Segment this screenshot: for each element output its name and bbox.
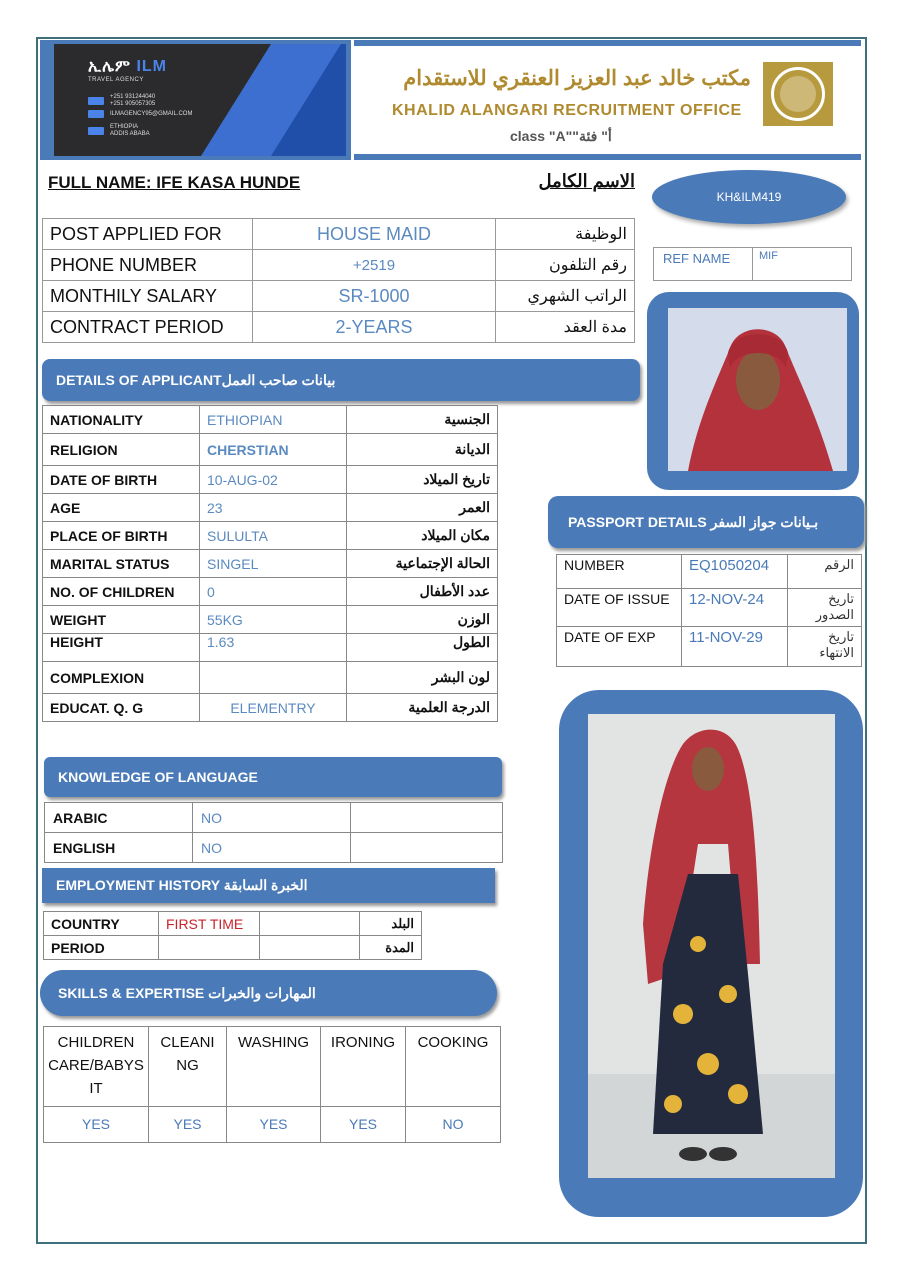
row-value: ETHIOPIAN bbox=[200, 406, 347, 434]
row-label-ar: رقم التلفون bbox=[496, 250, 635, 281]
section-passport: PASSPORT DETAILS بـيانات جواز السفر bbox=[548, 496, 864, 548]
row-value: EQ1050204 bbox=[682, 555, 788, 589]
phone-icon bbox=[88, 97, 104, 105]
table-row bbox=[44, 1027, 501, 1107]
row-label-ar: الدرجة العلمية bbox=[347, 694, 498, 722]
row-value: SULULTA bbox=[200, 522, 347, 550]
table-row bbox=[43, 434, 498, 466]
row-label-ar: الحالة الإجتماعية bbox=[347, 550, 498, 578]
row-label: NATIONALITY bbox=[43, 406, 200, 434]
skill-value: YES bbox=[149, 1107, 227, 1143]
row-label: NUMBER bbox=[557, 555, 682, 589]
row-label-ar: مدة العقد bbox=[496, 312, 635, 343]
row-label: DATE OF EXP bbox=[557, 627, 682, 667]
row-label: RELIGION bbox=[43, 434, 200, 466]
row-label: COMPLEXION bbox=[43, 662, 200, 694]
row-label: PERIOD bbox=[44, 936, 159, 960]
skill-value: YES bbox=[44, 1107, 149, 1143]
row-value: FIRST TIME bbox=[159, 912, 260, 936]
row-label-ar: لون البشر bbox=[347, 662, 498, 694]
row-label: NO. OF CHILDREN bbox=[43, 578, 200, 606]
row-label-ar: تاريخ الصدور bbox=[788, 589, 862, 627]
employment-table bbox=[43, 911, 422, 960]
agency-subtitle: TRAVEL AGENCY bbox=[88, 77, 144, 83]
section-applicant: DETAILS OF APPLICANTبيانات صاحب العمل bbox=[42, 359, 640, 401]
row-label-ar: المدة bbox=[360, 936, 422, 960]
passport-table bbox=[556, 554, 862, 667]
full-body-photo-frame bbox=[559, 690, 863, 1217]
row-value: HOUSE MAID bbox=[253, 219, 496, 250]
skill-value: YES bbox=[321, 1107, 406, 1143]
row-value bbox=[159, 936, 260, 960]
row-value: SINGEL bbox=[200, 550, 347, 578]
row-value: ELEMENTRY bbox=[200, 694, 347, 722]
ref-name-value: MIF bbox=[752, 248, 784, 280]
row-value: NO bbox=[193, 833, 351, 863]
empty-cell bbox=[260, 936, 360, 960]
row-value: 23 bbox=[200, 494, 347, 522]
row-label: MARITAL STATUS bbox=[43, 550, 200, 578]
table-row bbox=[44, 912, 422, 936]
table-row bbox=[557, 589, 862, 627]
skill-value: NO bbox=[406, 1107, 501, 1143]
row-label-ar: الديانة bbox=[347, 434, 498, 466]
table-row bbox=[557, 555, 862, 589]
row-label: COUNTRY bbox=[44, 912, 159, 936]
skill-name: CHILDREN CARE/BABYS IT bbox=[44, 1027, 149, 1107]
row-label: MONTHILY SALARY bbox=[43, 281, 253, 312]
table-row bbox=[43, 312, 635, 343]
row-label-ar: الوزن bbox=[347, 606, 498, 634]
row-label-ar: الجنسية bbox=[347, 406, 498, 434]
row-value: 10-AUG-02 bbox=[200, 466, 347, 494]
row-value: 2-YEARS bbox=[253, 312, 496, 343]
table-row bbox=[44, 1107, 501, 1143]
table-row bbox=[43, 550, 498, 578]
row-value: 12-NOV-24 bbox=[682, 589, 788, 627]
row-label: DATE OF BIRTH bbox=[43, 466, 200, 494]
row-label-ar: البلد bbox=[360, 912, 422, 936]
table-row bbox=[45, 803, 503, 833]
agency-phone: +251 931244040 +251 905057305 bbox=[88, 94, 155, 108]
email-icon bbox=[88, 110, 104, 118]
table-row bbox=[557, 627, 862, 667]
empty-cell bbox=[351, 833, 503, 863]
section-employment: EMPLOYMENT HISTORY الخبرة السابقة bbox=[42, 868, 495, 903]
language-table bbox=[44, 802, 503, 863]
row-label-ar: الراتب الشهري bbox=[496, 281, 635, 312]
row-value: 55KG bbox=[200, 606, 347, 634]
skill-name: IRONING bbox=[321, 1027, 406, 1107]
row-value: CHERSTIAN bbox=[200, 434, 347, 466]
row-value: 11-NOV-29 bbox=[682, 627, 788, 667]
empty-cell bbox=[351, 803, 503, 833]
portrait-photo bbox=[668, 308, 847, 471]
row-value: NO bbox=[193, 803, 351, 833]
table-row bbox=[45, 833, 503, 863]
table-row bbox=[43, 634, 498, 662]
skill-name: WASHING bbox=[227, 1027, 321, 1107]
post-table bbox=[42, 218, 635, 343]
row-label: EDUCAT. Q. G bbox=[43, 694, 200, 722]
row-label-ar: عدد الأطفال bbox=[347, 578, 498, 606]
agency-email: ILMAGENCY95@GMAIL.COM bbox=[88, 110, 192, 118]
skills-table bbox=[43, 1026, 501, 1143]
row-label-ar: العمر bbox=[347, 494, 498, 522]
row-value: +2519 bbox=[253, 250, 496, 281]
row-label: PLACE OF BIRTH bbox=[43, 522, 200, 550]
office-name-en: KHALID ALANGARI RECRUITMENT OFFICE bbox=[392, 102, 742, 119]
empty-cell bbox=[260, 912, 360, 936]
skill-name: COOKING bbox=[406, 1027, 501, 1107]
row-label: PHONE NUMBER bbox=[43, 250, 253, 281]
row-label-ar: الطول bbox=[347, 634, 498, 662]
row-label: CONTRACT PERIOD bbox=[43, 312, 253, 343]
skill-value: YES bbox=[227, 1107, 321, 1143]
row-label: WEIGHT bbox=[43, 606, 200, 634]
agency-logo: ኢሌም ILM bbox=[88, 58, 167, 75]
table-row bbox=[43, 281, 635, 312]
table-row bbox=[43, 406, 498, 434]
full-name-ar: الاسم الكامل bbox=[538, 171, 635, 191]
row-label: ENGLISH bbox=[45, 833, 193, 863]
full-name: FULL NAME: IFE KASA HUNDE bbox=[48, 173, 301, 192]
row-value: SR-1000 bbox=[253, 281, 496, 312]
table-row bbox=[43, 694, 498, 722]
row-label-ar: الوظيفة bbox=[496, 219, 635, 250]
row-label-ar: الرقم bbox=[788, 555, 862, 589]
table-row bbox=[43, 662, 498, 694]
table-row bbox=[43, 578, 498, 606]
applicant-table bbox=[42, 405, 498, 722]
office-name-ar: مكتب خالد عبد العزيز العنقري للاستقدام bbox=[403, 67, 751, 90]
ref-name-label: REF NAME bbox=[663, 251, 731, 266]
skill-name: CLEANI NG bbox=[149, 1027, 227, 1107]
row-label: AGE bbox=[43, 494, 200, 522]
full-body-photo bbox=[588, 714, 835, 1178]
table-row bbox=[44, 936, 422, 960]
table-row bbox=[43, 466, 498, 494]
row-label: HEIGHT bbox=[43, 634, 200, 662]
row-label-ar: تاريخ الانتهاء bbox=[788, 627, 862, 667]
table-row bbox=[43, 522, 498, 550]
row-label-ar: مكان الميلاد bbox=[347, 522, 498, 550]
reference-code: KH&ILM419 bbox=[652, 170, 846, 224]
section-skills: SKILLS & EXPERTISE المهارات والخبرات bbox=[40, 970, 497, 1016]
table-row bbox=[43, 606, 498, 634]
office-logo-icon bbox=[763, 62, 833, 126]
row-label: POST APPLIED FOR bbox=[43, 219, 253, 250]
section-language: KNOWLEDGE OF LANGUAGE bbox=[44, 757, 502, 797]
ref-name-box bbox=[653, 247, 852, 281]
row-label: DATE OF ISSUE bbox=[557, 589, 682, 627]
agency-card bbox=[54, 44, 346, 156]
row-value bbox=[200, 662, 347, 694]
portrait-photo-frame bbox=[647, 292, 859, 490]
agency-location: ETHIOPIA ADDIS ABABA bbox=[88, 124, 150, 138]
table-row bbox=[43, 250, 635, 281]
row-label: ARABIC bbox=[45, 803, 193, 833]
office-header bbox=[354, 40, 861, 160]
office-class: class "A""أ" فئة bbox=[510, 128, 612, 144]
table-row bbox=[43, 219, 635, 250]
row-value: 0 bbox=[200, 578, 347, 606]
location-icon bbox=[88, 127, 104, 135]
row-label-ar: تاريخ الميلاد bbox=[347, 466, 498, 494]
row-value: 1.63 bbox=[200, 634, 347, 662]
table-row bbox=[43, 494, 498, 522]
